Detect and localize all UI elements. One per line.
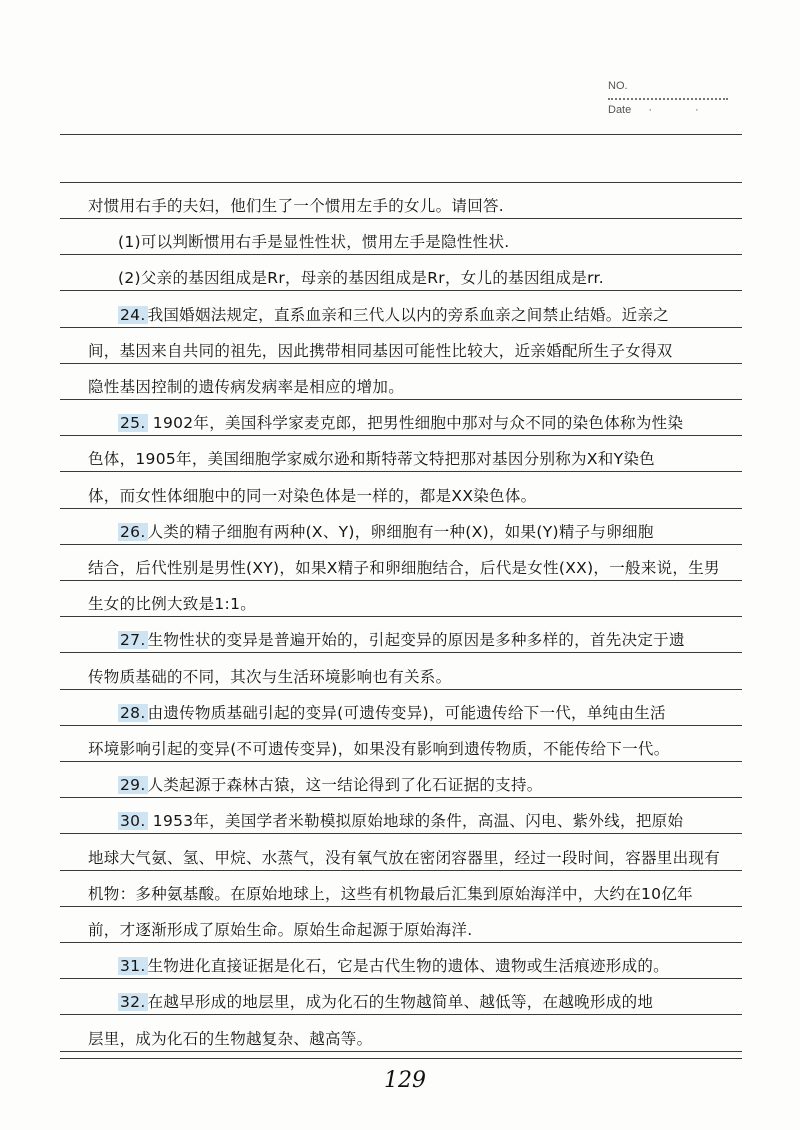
ruled-line [60, 218, 742, 219]
note-line [88, 848, 720, 868]
note-text: 生物进化直接证据是化石，它是古代生物的遗体、遗物或生活痕迹形成的。 [147, 957, 669, 976]
ruled-line [60, 833, 742, 834]
note-text: 在越早形成的地层里，成为化石的生物越简单、越低等，在越晚形成的地 [147, 993, 654, 1012]
note-line [88, 196, 504, 216]
note-line [88, 341, 673, 361]
note-line [118, 413, 683, 433]
note-text: 传物质基础的不同，其次与生活环境影响也有关系。 [88, 667, 452, 686]
note-line [118, 811, 683, 831]
ruled-line [60, 906, 742, 907]
item-number: 27. [120, 631, 146, 650]
ruled-line [60, 290, 742, 291]
note-line [88, 920, 472, 940]
ruled-line [60, 399, 742, 400]
note-text: 间，基因来自共同的祖先，因此携带相同基因可能性比较大，近亲婚配所生子女得双 [88, 341, 673, 360]
note-text: 生女的比例大致是1:1。 [88, 595, 257, 614]
note-line [118, 522, 654, 542]
note-line [88, 377, 404, 397]
note-line [88, 1029, 372, 1049]
ruled-line [60, 942, 742, 943]
ruled-line [60, 689, 742, 690]
note-line [118, 630, 685, 650]
date-label [608, 104, 719, 116]
item-number: 30. [120, 812, 146, 831]
note-text: 人类起源于森林古猿，这一结论得到了化石证据的支持。 [147, 776, 543, 795]
note-line [88, 739, 670, 759]
ruled-line [60, 435, 742, 436]
note-text: 结合，后代性别是男性(XY)，如果X精子和卵细胞结合，后代是女性(XX)，一般来说，生男 [88, 559, 720, 577]
no-label: NO. [608, 80, 628, 92]
header-rule [60, 134, 742, 135]
date-dots: · · [648, 104, 719, 116]
ruled-line [60, 580, 742, 581]
ruled-line [60, 182, 742, 183]
item-number: 32. [120, 993, 146, 1012]
note-text: 环境影响引起的变异(不可遗传变异)，如果没有影响到遗传物质，不能传给下一代。 [88, 740, 670, 758]
ruled-line [60, 797, 742, 798]
notebook-header [608, 80, 719, 116]
note-line [118, 992, 653, 1012]
ruled-line [60, 471, 742, 472]
note-text: 生物性状的变异是普遍开始的，引起变异的原因是多种多样的，首先决定于遗 [147, 631, 685, 650]
ruled-line [60, 978, 742, 979]
note-line [88, 884, 693, 904]
ruled-line [60, 327, 742, 328]
ruled-line [60, 363, 742, 364]
note-text: 层里，成为化石的生物越复杂、越高等。 [88, 1029, 373, 1048]
ruled-line [60, 761, 742, 762]
note-line [118, 775, 543, 795]
note-text: 地球大气氨、氢、甲烷、水蒸气，没有氧气放在密闭容器里，经过一段时间，容器里出现有 [88, 848, 721, 867]
note-text: 隐性基因控制的遗传病发病率是相应的增加。 [88, 378, 405, 396]
note-text: 我国婚姻法规定，直系血亲和三代人以内的旁系血亲之间禁止结婚。近亲之 [147, 305, 669, 324]
ruled-line [60, 508, 742, 509]
ruled-line [60, 652, 742, 653]
ruled-line [60, 616, 742, 617]
no-dotted-line [608, 98, 728, 100]
note-text: 人类的精子细胞有两种(X、Y)，卵细胞有一种(X)，如果(Y)精子与卵细胞 [147, 522, 654, 541]
item-number: 28. [120, 703, 146, 722]
ruled-line [60, 725, 742, 726]
note-line [88, 667, 451, 687]
ruled-line [60, 1051, 742, 1052]
note-line [118, 232, 509, 252]
item-number: 25. [120, 414, 146, 433]
note-text: (2)父亲的基因组成是Rr，母亲的基因组成是Rr，女儿的基因组成是rr. [118, 269, 605, 288]
note-line [118, 305, 669, 325]
date-label-text: Date [608, 104, 632, 116]
note-text: 前，才逐渐形成了原始生命。原始生命起源于原始海洋. [88, 921, 473, 939]
note-line [118, 268, 604, 288]
note-text: 色体，1905年，美国细胞学家威尔逊和斯特蒂文特把那对基因分别称为X和Y染色 [88, 450, 655, 469]
note-text: 对惯用右手的夫妇，他们生了一个惯用左手的女儿。请回答. [88, 197, 505, 215]
note-text: 1902年，美国科学家麦克郎，把男性细胞中那对与众不同的染色体称为性染 [147, 414, 684, 433]
note-text: (1)可以判断惯用右手是显性性状，惯用左手是隐性性状. [118, 233, 510, 252]
note-text: 1953年，美国学者米勒模拟原始地球的条件，高温、闪电、紫外线，把原始 [147, 812, 684, 831]
note-line [88, 594, 256, 614]
note-line [118, 703, 666, 723]
item-number: 29. [120, 776, 146, 795]
bottom-rule [60, 1058, 742, 1059]
note-text: 由遗传物质基础引起的变异(可遗传变异)，可能遗传给下一代，单纯由生活 [147, 703, 666, 722]
note-text: 机物：多种氨基酸。在原始地球上，这些有机物最后汇集到原始海洋中，大约在10亿年 [88, 884, 693, 903]
ruled-line [60, 254, 742, 255]
ruled-line [60, 544, 742, 545]
note-line [118, 956, 669, 976]
note-text: 体，而女性体细胞中的同一对染色体是一样的，都是XX染色体。 [88, 486, 537, 505]
note-line [88, 449, 655, 469]
item-number: 24. [120, 305, 146, 324]
item-number: 31. [120, 957, 146, 976]
note-line [88, 486, 536, 506]
ruled-line [60, 870, 742, 871]
page-number: 129 [384, 1068, 426, 1093]
ruled-line [60, 1014, 742, 1015]
item-number: 26. [120, 522, 146, 541]
note-line [88, 558, 720, 578]
